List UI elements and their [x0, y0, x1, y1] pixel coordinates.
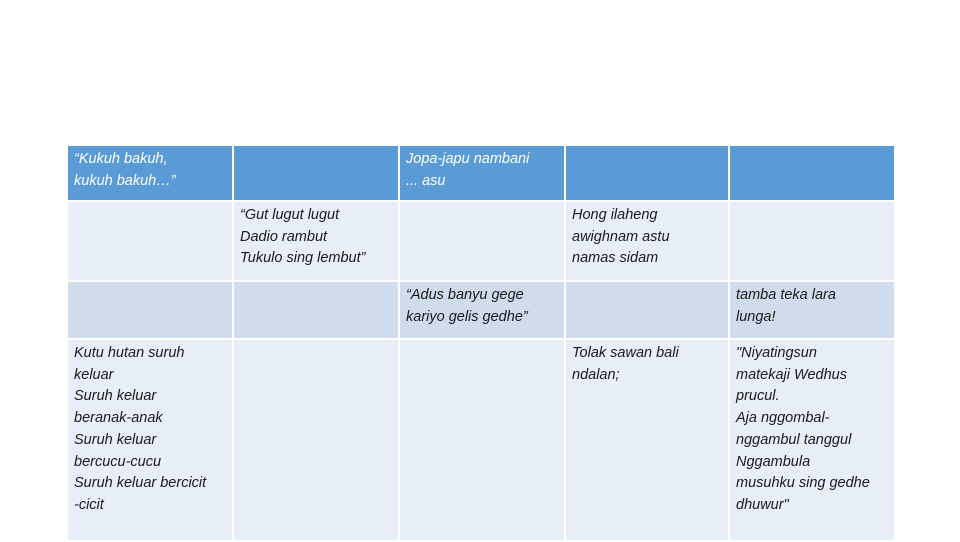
table-cell [233, 201, 399, 281]
table-cell [565, 145, 729, 201]
table-cell [729, 339, 895, 541]
table-cell [399, 145, 565, 201]
cell-text: “Gut lugut lugut Dadio rambut Tukulo sing lembut” [240, 207, 366, 267]
table-cell [565, 339, 729, 541]
table-cell [233, 339, 399, 541]
table-row [67, 339, 895, 541]
table-cell [565, 201, 729, 281]
table-cell [399, 281, 565, 339]
table-cell [233, 145, 399, 201]
table-cell [67, 281, 233, 339]
cell-text: Tolak sawan bali ndalan; [572, 345, 679, 383]
cell-text: Kutu hutan suruh keluar Suruh keluar beranak-anak Suruh keluar bercucu-cucu Suruh keluar bercicit -cicit [74, 345, 207, 513]
table-cell [729, 201, 895, 281]
cell-text: tamba teka lara lunga! [736, 287, 836, 325]
table-header-row [67, 145, 895, 201]
cell-text: “Adus banyu gege kariyo gelis gedhe” [406, 287, 528, 325]
table-cell [399, 339, 565, 541]
table-row [67, 201, 895, 281]
cell-text: "Niyatingsun matekaji Wedhus prucul. Aja nggombal- nggambul tanggul Nggambula musuhku sing gedhe dhuwur" [736, 345, 870, 513]
table-cell [67, 339, 233, 541]
table-cell [399, 201, 565, 281]
table-cell [729, 145, 895, 201]
table-cell [67, 201, 233, 281]
cell-text: “Kukuh bakuh, kukuh bakuh…” [74, 151, 176, 189]
cell-text: Hong ilaheng awighnam astu namas sidam [572, 207, 670, 267]
cell-text: Jopa-japu nambani ... asu [406, 151, 530, 189]
table-cell [729, 281, 895, 339]
table-cell [233, 281, 399, 339]
table-cell [565, 281, 729, 339]
table-cell [67, 145, 233, 201]
table-row [67, 281, 895, 339]
ritual-phrases-table [66, 144, 896, 542]
